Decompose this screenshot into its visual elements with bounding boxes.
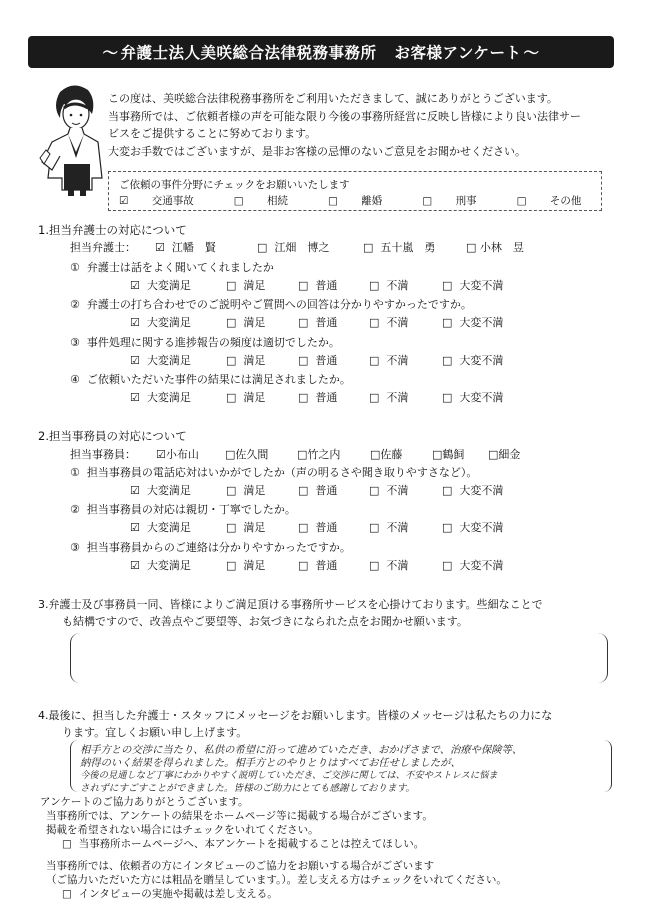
checkbox-icon: □ <box>432 448 443 461</box>
option-label: 不満 <box>386 484 409 497</box>
option-label: 不満 <box>386 316 409 329</box>
checkbox-icon: □ <box>297 448 308 461</box>
rating-option[interactable] <box>130 519 191 535</box>
rating-option[interactable] <box>298 314 337 330</box>
option-label: 普通 <box>315 354 338 367</box>
interview-line: （ご協力いただいた方には粗品を贈呈しています。）。差し支える方はチェックをいれてください。 <box>46 874 507 886</box>
option-label: 満足 <box>243 559 266 572</box>
checkbox-icon: □ <box>488 448 499 461</box>
option-label: 普通 <box>315 391 338 404</box>
checkbox-icon: □ <box>363 241 374 254</box>
checkbox-icon: □ <box>369 559 380 572</box>
rating-option[interactable] <box>226 389 265 405</box>
option-label: 満足 <box>243 484 266 497</box>
checkbox-icon: □ <box>369 391 380 404</box>
checkbox-icon: □ <box>422 195 433 207</box>
checkbox-icon: □ <box>298 391 309 404</box>
option-label: 普通 <box>315 279 338 292</box>
intro-text <box>108 90 608 160</box>
rating-option[interactable] <box>369 482 408 498</box>
checkbox-icon: □ <box>226 391 237 404</box>
question-2-3: ③ 担当事務員からのご連絡は分かりやすかったですか。 <box>70 541 351 554</box>
checkbox-icon: □ <box>233 195 244 207</box>
rating-option[interactable] <box>369 277 408 293</box>
option-label: インタビューの実施や掲載は差し支える。 <box>78 888 278 900</box>
title-left-deco: 〜 <box>102 44 119 62</box>
question-2-1: ① 担当事務員の電話応対はいかがでしたか（声の明るさや聞き取りやすさなど）。 <box>70 466 478 479</box>
intro-line: 当事務所では、ご依頼者様の声を可能な限り今後の事務所経営に反映し皆様により良い法律サー <box>108 109 581 123</box>
publish-line: 当事務所では、アンケートの結果をホームページ等に掲載する場合がございます。 <box>46 810 433 822</box>
checkbox-icon: ☑ <box>156 448 166 461</box>
rating-option[interactable] <box>226 482 265 498</box>
clerk-option[interactable] <box>225 446 268 463</box>
clerk-option[interactable] <box>488 446 520 463</box>
checkbox-icon: □ <box>442 484 453 497</box>
rating-option[interactable] <box>226 314 265 330</box>
clerk-label: 担当事務員： <box>70 448 136 461</box>
publish-optout-option[interactable] <box>62 837 424 851</box>
intro-line: この度は、美咲総合法律税務事務所をご利用いただきまして、誠にありがとうございます。 <box>108 92 558 105</box>
checkbox-icon: □ <box>298 521 309 534</box>
firm-name: 弁護士法人美咲総合法律税務事務所 <box>120 44 377 62</box>
rating-option[interactable] <box>442 519 503 535</box>
checkbox-icon: □ <box>225 448 236 461</box>
lawyer-option[interactable] <box>363 239 435 256</box>
checkbox-icon: □ <box>369 354 380 367</box>
checkbox-icon: □ <box>370 448 381 461</box>
handwritten-line: 今後の見通しなど丁寧にわかりやすく説明していただき、ご交渉に関しては、不安やストレスに悩ま <box>80 770 498 781</box>
option-label: 大変満足 <box>146 521 191 534</box>
question-1-3: ③ 事件処理に関する進捗報告の頻度は適切でしたか。 <box>70 336 340 349</box>
checkbox-icon: □ <box>62 838 72 850</box>
checkbox-icon: ☑ <box>130 484 140 497</box>
question-1-2: ② 弁護士の打ち合わせでのご説明やご質問への回答は分かりやすかったですか。 <box>70 298 472 311</box>
option-label: 大変満足 <box>146 391 191 404</box>
checkbox-icon: ☑ <box>119 195 129 207</box>
option-label: 不満 <box>386 354 409 367</box>
checkbox-icon: □ <box>369 484 380 497</box>
rating-option[interactable] <box>226 277 265 293</box>
option-label: 大変満足 <box>146 559 191 572</box>
option-label: 大変満足 <box>146 354 191 367</box>
rating-option[interactable] <box>442 314 503 330</box>
option-label: 普通 <box>315 484 338 497</box>
rating-option[interactable] <box>369 314 408 330</box>
handwritten-line: 相手方との交渉に当たり、私供の希望に沿って進めていただき、おかげさまで、治療や保険等、 <box>80 744 523 756</box>
clerk-option[interactable] <box>370 446 402 463</box>
section4-line: ります。宜しくお願い申し上げます。 <box>62 726 248 739</box>
checkbox-icon: ☑ <box>130 354 140 367</box>
section3-line: 3.弁護士及び事務員一同、皆様によりご満足頂ける事務所サービスを心掛けております。些細なことで <box>38 598 543 611</box>
option-label: 普通 <box>315 521 338 534</box>
case-category-label: ご依頼の事件分野にチェックをお願いいたします <box>119 179 350 191</box>
lawyer-option[interactable] <box>257 239 329 256</box>
rating-option[interactable] <box>298 277 337 293</box>
checkbox-icon: □ <box>442 559 453 572</box>
clerk-option[interactable] <box>297 446 340 463</box>
option-label: 相続 <box>267 195 289 207</box>
checkbox-icon: □ <box>466 241 477 254</box>
rating-option[interactable] <box>298 557 337 573</box>
rating-option[interactable] <box>130 557 191 573</box>
option-label: 満足 <box>243 391 266 404</box>
title-right-deco: 〜 <box>523 44 540 62</box>
rating-option[interactable] <box>442 277 503 293</box>
checkbox-icon: □ <box>442 279 453 292</box>
checkbox-icon: □ <box>442 391 453 404</box>
option-label: 大変不満 <box>459 354 504 367</box>
rating-option[interactable] <box>298 389 337 405</box>
case-category-options <box>119 193 621 208</box>
checkbox-icon: ☑ <box>130 559 140 572</box>
option-label: 普通 <box>315 316 338 329</box>
checkbox-icon: □ <box>62 888 72 900</box>
checkbox-icon: □ <box>516 195 527 207</box>
rating-option[interactable] <box>130 482 191 498</box>
question-1-4: ④ ご依頼いただいた事件の結果には満足されましたか。 <box>70 373 351 386</box>
rating-option[interactable] <box>130 352 191 368</box>
option-label: 江畑 博之 <box>274 241 330 254</box>
rating-option[interactable] <box>298 482 337 498</box>
section2-heading: 2.担当事務員の対応について <box>38 429 187 443</box>
survey-title-bar <box>28 36 614 68</box>
rating-option[interactable] <box>442 352 503 368</box>
checkbox-icon: ☑ <box>130 316 140 329</box>
option-label: 大変不満 <box>459 559 504 572</box>
checkbox-icon: □ <box>226 484 237 497</box>
option-label: 小布山 <box>165 448 199 461</box>
checkbox-icon: □ <box>226 559 237 572</box>
rating-option[interactable] <box>442 482 503 498</box>
intro-line: 大変お手数ではございますが、是非お客様の忌憚のないご意見をお聞かせください。 <box>108 144 526 158</box>
clerk-option[interactable] <box>156 446 199 463</box>
feedback-textarea[interactable] <box>70 633 608 683</box>
lawyer-label: 担当弁護士： <box>70 241 136 254</box>
checkbox-icon: □ <box>369 521 380 534</box>
case-category-option[interactable] <box>517 193 602 208</box>
rating-option[interactable] <box>369 389 408 405</box>
option-label: 当事務所ホームページへ、本アンケートを掲載することは控えてほしい。 <box>78 838 425 850</box>
option-label: 大変満足 <box>146 316 191 329</box>
option-label: その他 <box>549 195 582 207</box>
option-label: 鶴飼 <box>442 448 465 461</box>
option-label: 大変満足 <box>146 279 191 292</box>
lawyer-option[interactable] <box>155 239 216 256</box>
section4-line: 4.最後に、担当した弁護士・スタッフにメッセージをお願いします。皆様のメッセージは私たちの力にな <box>38 709 553 722</box>
question-2-2: ② 担当事務員の対応は親切・丁寧でしたか。 <box>70 503 296 516</box>
option-label: 五十嵐 勇 <box>380 241 436 254</box>
option-label: 細金 <box>498 448 521 461</box>
survey-name: お客様アンケート <box>394 44 522 62</box>
checkbox-icon: □ <box>298 484 309 497</box>
intro-line: ビスをご提供することに努めております。 <box>108 127 317 140</box>
rating-option[interactable] <box>298 352 337 368</box>
checkbox-icon: □ <box>226 279 237 292</box>
rating-option[interactable] <box>369 519 408 535</box>
checkbox-icon: □ <box>226 521 237 534</box>
checkbox-icon: □ <box>328 195 338 207</box>
question-1-1: ① 弁護士は話をよく聞いてくれましたか <box>70 261 274 274</box>
publish-line: 掲載を希望されない場合にはチェックをいれてください。 <box>46 824 319 836</box>
handwritten-line: されずにすごすことができました。皆様のご助力にとても感謝しております。 <box>80 783 416 794</box>
checkbox-icon: ☑ <box>130 521 140 534</box>
rating-option[interactable] <box>442 557 503 573</box>
case-category-option[interactable] <box>119 193 214 208</box>
checkbox-icon: ☑ <box>130 279 140 292</box>
checkbox-icon: □ <box>226 316 237 329</box>
option-label: 大変不満 <box>459 316 504 329</box>
thanks-text: アンケートのご協力ありがとうございます。 <box>40 796 249 808</box>
option-label: 大変不満 <box>459 279 504 292</box>
rating-option[interactable] <box>298 519 337 535</box>
checkbox-icon: □ <box>226 354 237 367</box>
option-label: 大変不満 <box>459 521 504 534</box>
option-label: 離婚 <box>361 195 383 207</box>
option-label: 小林 昱 <box>479 241 524 254</box>
interview-optout-option[interactable] <box>62 887 278 901</box>
option-label: 普通 <box>315 559 338 572</box>
case-category-option[interactable] <box>328 193 402 208</box>
checkbox-icon: □ <box>442 316 453 329</box>
staff-illustration <box>38 78 108 196</box>
option-label: 交通事故 <box>151 195 194 207</box>
handwritten-line: 納得のいく結果を得られました。相手方とのやりとりはすべてお任せしましたが、 <box>80 757 461 769</box>
checkbox-icon: □ <box>298 354 309 367</box>
section3-line: も結構ですので、改善点やご要望等、お気づきになられた点をお聞かせ願います。 <box>62 615 468 628</box>
interview-line: 当事務所では、依頼者の方にインタビューのご協力をお願いする場合がございます <box>46 860 435 872</box>
rating-option[interactable] <box>369 352 408 368</box>
rating-option[interactable] <box>130 314 191 330</box>
option-label: 不満 <box>386 559 409 572</box>
checkbox-icon: □ <box>369 316 380 329</box>
option-label: 大変不満 <box>459 391 504 404</box>
checkbox-icon: □ <box>298 316 309 329</box>
option-label: 竹之内 <box>307 448 341 461</box>
option-label: 満足 <box>243 279 266 292</box>
option-label: 不満 <box>386 521 409 534</box>
checkbox-icon: □ <box>442 354 453 367</box>
rating-option[interactable] <box>442 389 503 405</box>
rating-option[interactable] <box>130 277 191 293</box>
case-category-option[interactable] <box>422 193 496 208</box>
checkbox-icon: ☑ <box>155 241 165 254</box>
checkbox-icon: □ <box>298 279 309 292</box>
checkbox-icon: □ <box>442 521 453 534</box>
option-label: 満足 <box>243 521 266 534</box>
rating-option[interactable] <box>226 352 265 368</box>
option-label: 刑事 <box>455 195 477 207</box>
rating-option[interactable] <box>226 519 265 535</box>
rating-option[interactable] <box>130 389 191 405</box>
checkbox-icon: □ <box>369 279 380 292</box>
option-label: 満足 <box>243 354 266 367</box>
rating-option[interactable] <box>226 557 265 573</box>
option-label: 満足 <box>243 316 266 329</box>
option-label: 江幡 賢 <box>171 241 216 254</box>
option-label: 不満 <box>386 391 409 404</box>
case-category-option[interactable] <box>234 193 308 208</box>
case-category-box <box>108 171 602 211</box>
option-label: 大変不満 <box>459 484 504 497</box>
checkbox-icon: □ <box>257 241 268 254</box>
lawyer-option[interactable] <box>466 239 524 256</box>
option-label: 佐久間 <box>235 448 269 461</box>
option-label: 大変満足 <box>146 484 191 497</box>
checkbox-icon: ☑ <box>130 391 140 404</box>
option-label: 佐藤 <box>380 448 403 461</box>
checkbox-icon: □ <box>298 559 309 572</box>
clerk-option[interactable] <box>432 446 464 463</box>
option-label: 不満 <box>386 279 409 292</box>
section1-heading: 1.担当弁護士の対応について <box>38 223 187 237</box>
rating-option[interactable] <box>369 557 408 573</box>
